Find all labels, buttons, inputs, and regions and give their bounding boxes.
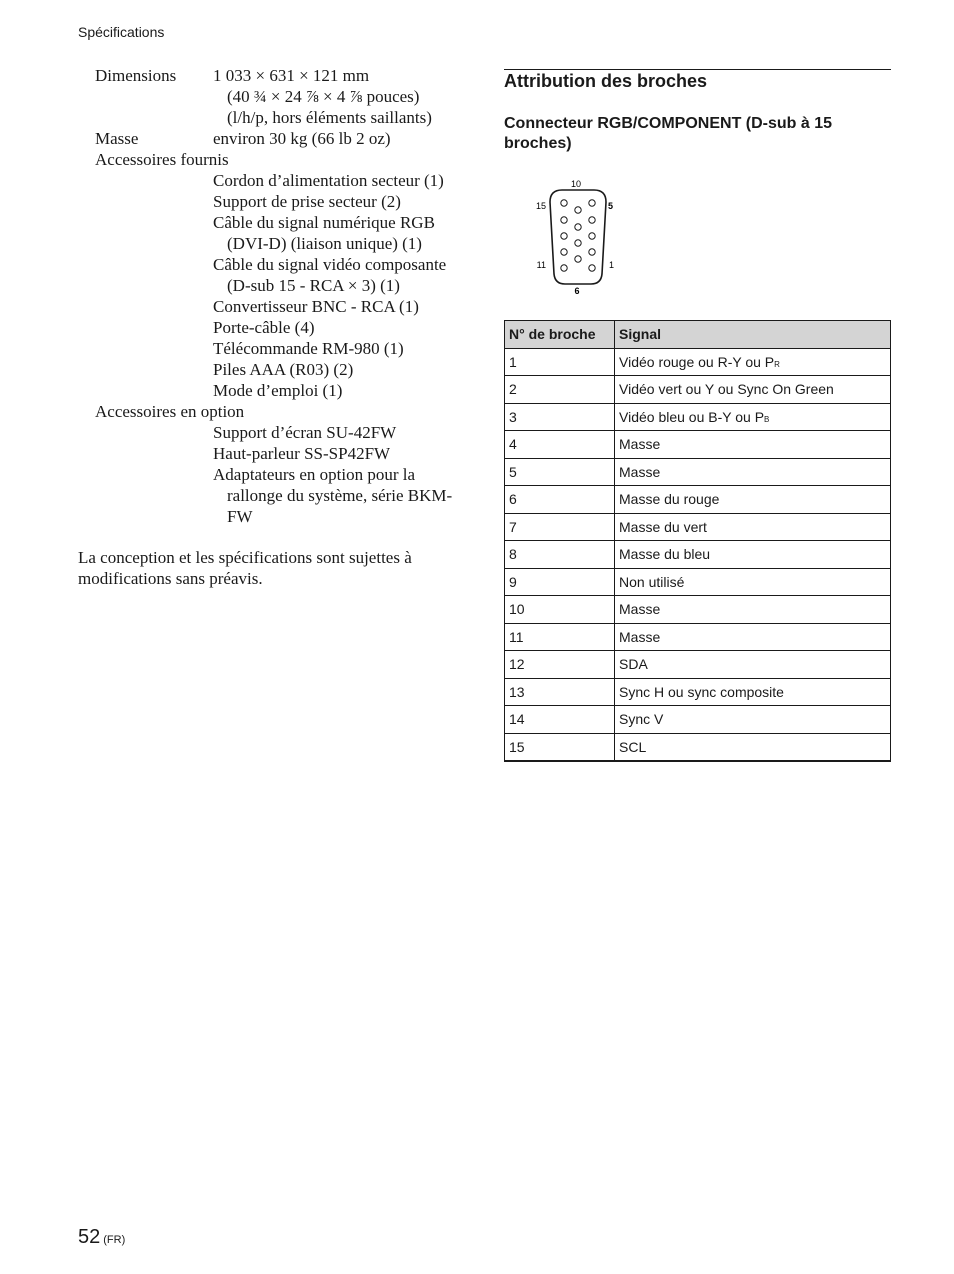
table-row [505,678,891,706]
spec-value: (40 ¾ × 24 ⅞ × 4 ⅞ pouces) [227,87,420,106]
signal-text: Vidéo bleu ou B-Y ou P [619,408,765,425]
table-row [505,458,891,486]
spec-value: Support de prise secteur (2) [213,192,401,211]
table-row [505,513,891,541]
connector-title: Connecteur RGB/COMPONENT (D-sub à 15 broches) [504,115,833,152]
spec-line [95,485,475,506]
specifications-list [95,65,475,527]
signal-cell [615,486,891,514]
spec-line [95,359,475,380]
column-header-pin: N° de broche [505,321,615,349]
pin-number-cell: 4 [505,431,615,459]
signal-cell [615,403,891,431]
signal-text: SCL [619,738,647,755]
table-row [505,651,891,679]
signal-cell [615,678,891,706]
signal-text: Masse du rouge [619,491,720,508]
pin-label-top: 10 [570,179,582,189]
spec-line [95,422,475,443]
signal-text: Sync V [619,711,664,728]
spec-value: Haut-parleur SS-SP42FW [213,444,391,463]
spec-value: Convertisseur BNC - RCA (1) [213,297,419,316]
pin-hole [575,256,581,262]
spec-value: Mode d’emploi (1) [213,381,343,400]
spec-line [95,275,475,296]
spec-value: Adaptateurs en option pour la [213,465,416,484]
pin-number-cell: 14 [505,706,615,734]
spec-label: Accessoires en option [95,402,245,421]
pin-number-cell: 9 [505,568,615,596]
signal-text: Masse [619,463,661,480]
pin-number-cell: 2 [505,376,615,404]
pin-hole [561,249,567,255]
pin-hole [589,200,595,206]
dsub-15-connector-diagram [532,176,624,296]
connector-outline [550,190,606,284]
signal-cell [615,706,891,734]
spec-value: rallonge du système, série BKM- [227,486,453,505]
disclaimer-text: La conception et les spécifications sont sujettes à modifications sans préavis. [78,548,412,588]
table-row [505,486,891,514]
spec-line [95,338,475,359]
spec-line [95,443,475,464]
signal-text: Masse [619,436,661,453]
signal-text: Sync H ou sync composite [619,683,784,700]
pin-number-cell: 12 [505,651,615,679]
spec-line [95,317,475,338]
column-header-signal: Signal [615,321,891,349]
spec-value: Piles AAA (R03) (2) [213,360,354,379]
spec-value: (DVI-D) (liaison unique) (1) [227,234,422,253]
spec-line [95,506,475,527]
page-number [78,1226,125,1249]
pin-hole [575,207,581,213]
pin-hole [589,249,595,255]
signal-cell [615,623,891,651]
table-row [505,733,891,761]
spec-label: Accessoires fournis [95,150,229,169]
pin-number-cell: 5 [505,458,615,486]
pin-hole [561,217,567,223]
spec-value: Câble du signal numérique RGB [213,213,435,232]
pin-hole [589,233,595,239]
signal-cell [615,348,891,376]
signal-cell [615,431,891,459]
pin-label-bottom: 6 [574,286,580,296]
pin-number-cell: 10 [505,596,615,624]
signal-text: Masse [619,628,661,645]
running-head: Spécifications [78,24,165,40]
pin-assignment-table [504,320,891,762]
table-row [505,431,891,459]
pin-label-left-bottom: 11 [536,260,546,270]
signal-cell [615,541,891,569]
pin-number-cell: 15 [505,733,615,761]
pin-number-cell: 7 [505,513,615,541]
spec-value: (D-sub 15 - RCA × 3) (1) [227,276,400,295]
pin-number-cell: 11 [505,623,615,651]
pin-number-cell: 6 [505,486,615,514]
section-divider [504,69,891,70]
signal-text: Masse du bleu [619,546,711,563]
spec-line [95,86,475,107]
signal-cell [615,568,891,596]
spec-label: Dimensions [95,66,177,85]
signal-cell [615,596,891,624]
signal-text: SDA [619,656,648,673]
spec-line [95,107,475,128]
table-row [505,376,891,404]
signal-subscript: R [774,359,780,369]
spec-line [95,128,475,149]
signal-cell [615,376,891,404]
spec-line [95,401,475,422]
pin-label-left-top: 15 [535,201,546,211]
spec-value: 1 033 × 631 × 121 mm [213,66,370,85]
table-row [505,596,891,624]
signal-text: Vidéo vert ou Y ou Sync On Green [619,381,834,398]
signal-cell [615,651,891,679]
section-title: Attribution des broches [504,71,708,91]
spec-line [95,170,475,191]
pin-hole [575,224,581,230]
spec-value: Porte-câble (4) [213,318,315,337]
pin-hole [589,217,595,223]
spec-value: Télécommande RM-980 (1) [213,339,404,358]
spec-value: environ 30 kg (66 lb 2 oz) [213,129,391,148]
signal-text: Vidéo rouge ou R-Y ou P [619,353,775,370]
spec-value: Cordon d’alimentation secteur (1) [213,171,444,190]
pin-number-cell: 1 [505,348,615,376]
table-row [505,541,891,569]
spec-line [95,212,475,233]
signal-text: Masse [619,601,661,618]
pin-hole [561,200,567,206]
signal-text: Masse du vert [619,518,707,535]
signal-cell [615,513,891,541]
pin-hole [589,265,595,271]
pin-hole [575,240,581,246]
pin-number-cell: 13 [505,678,615,706]
pin-hole [561,265,567,271]
spec-value: (l/h/p, hors éléments saillants) [227,108,432,127]
spec-label: Masse [95,129,139,148]
table-row [505,348,891,376]
pin-number-cell: 3 [505,403,615,431]
spec-line [95,149,475,170]
spec-line [95,296,475,317]
table-row [505,706,891,734]
page-number-suffix: (FR) [103,1234,126,1246]
page-number-value: 52 [78,1226,101,1248]
signal-subscript: B [764,414,770,424]
signal-cell [615,458,891,486]
spec-value: Câble du signal vidéo composante [213,255,447,274]
spec-value: Support d’écran SU-42FW [213,423,397,442]
pin-label-right-top: 5 [608,201,614,211]
pin-hole [561,233,567,239]
table-row [505,623,891,651]
signal-text: Non utilisé [619,573,685,590]
spec-line [95,254,475,275]
pin-label-right-bottom: 1 [609,260,615,270]
spec-line [95,65,475,86]
spec-line [95,191,475,212]
spec-line [95,464,475,485]
spec-line [95,233,475,254]
table-row [505,568,891,596]
spec-line [95,380,475,401]
pin-number-cell: 8 [505,541,615,569]
spec-value: FW [227,507,253,526]
table-header-row [505,321,891,349]
table-row [505,403,891,431]
signal-cell [615,733,891,761]
